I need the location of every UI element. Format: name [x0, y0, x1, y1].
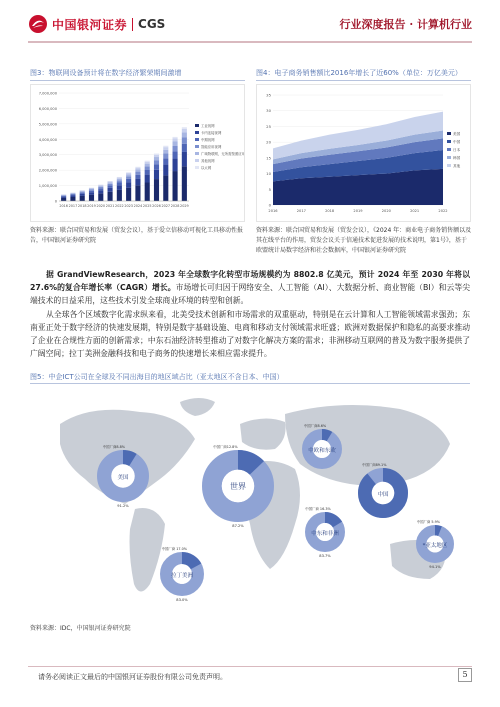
fig3-bar-segment	[173, 159, 178, 171]
fig3-bar-segment	[154, 179, 159, 201]
fig3-bar-segment	[70, 194, 75, 195]
fig5-map	[30, 384, 470, 618]
fig4-svg	[257, 85, 470, 221]
fig3-legend-label: 中期视网	[201, 138, 215, 142]
fig3-bar-segment	[135, 185, 140, 201]
fig5-donut-share-label: 中国厂商 5.9%	[416, 520, 440, 524]
fig3-legend-label: 智能应用视网	[201, 145, 222, 149]
fig4-source: 资料来源：联合国贸易和发展（贸发会议），《2024 年：商业电子商务销售额以及其在线平台的作用，贸发会议关于信通技术促进发展的技术说明，第1号》，基于欧盟统计局数字经济和社会数据库，中国银河证券研究院	[256, 227, 472, 254]
company-logo	[28, 14, 165, 34]
fig3-bar-segment	[61, 198, 66, 201]
fig3-source: 资料来源：联合国贸易和发展（贸发会议），基于爱立信移动可视化工具移动性报告，中国银河证券研究院	[30, 227, 244, 244]
fig3-y-tick-label: 2,000,000	[38, 168, 57, 173]
fig3-x-tick-label: 2018	[77, 204, 87, 208]
fig4-legend-swatch	[447, 132, 451, 135]
fig4-x-tick-label: 2021	[410, 209, 420, 213]
fig3-bar-segment	[163, 146, 168, 147]
fig4-x-tick-label: 2022	[438, 209, 448, 213]
fig3-bar-segment	[117, 179, 122, 181]
fig3-bar-segment	[135, 172, 140, 175]
fig5-donut-label: 拉丁美洲	[170, 573, 194, 579]
fig3-bar-segment	[163, 150, 168, 154]
fig5-landmass	[130, 508, 166, 592]
fig5-donut-rest-label: 87.2%	[232, 524, 244, 528]
fig5-landmass	[180, 398, 215, 416]
fig3-bar-segment	[108, 181, 113, 182]
fig3-bar-segment	[117, 177, 122, 178]
fig3-bar-segment	[117, 185, 122, 190]
fig3-legend-swatch	[195, 138, 199, 141]
fig3-bar-segment	[126, 172, 131, 173]
fig3-bar-segment	[182, 137, 187, 144]
fig4-x-tick-label: 2020	[381, 209, 391, 213]
logo-text: 中国银河证券	[52, 17, 128, 32]
fig4-legend-swatch	[447, 140, 451, 143]
fig5-donut-label: 中东和非洲	[311, 531, 339, 537]
fig5-donut-rest-label: 91.2%	[117, 504, 129, 508]
fig3-bar-segment	[108, 186, 113, 188]
fig4-y-tick-label: 15	[266, 155, 271, 161]
fig3-bar-segment	[154, 154, 159, 155]
fig3-x-tick-label: 2029	[180, 204, 189, 208]
fig3-legend-label: 工业视网	[201, 124, 215, 128]
fig3-bar-segment	[182, 127, 187, 129]
fig3-bar-segment	[98, 186, 103, 187]
fig3-bar-segment	[89, 192, 94, 194]
fig5-donut-share-label: 中国厂商8.6%	[303, 424, 327, 428]
fig3-bar-segment	[173, 151, 178, 158]
fig3-bar-segment	[70, 195, 75, 197]
header-divider	[28, 41, 472, 43]
fig4-legend-swatch	[447, 164, 451, 167]
fig3-bar-segment	[98, 193, 103, 201]
fig5-donut-share-label: 中国厂商8.8%	[102, 445, 125, 449]
fig4-legend-swatch	[447, 156, 451, 159]
fig3-bar-segment	[80, 196, 85, 201]
fig3-chart	[30, 84, 245, 222]
fig4-legend-label: 韩国	[453, 156, 461, 160]
fig3-bar-segment	[80, 192, 85, 193]
fig5-donut-label: 中国	[377, 492, 389, 498]
fig3-svg	[31, 85, 244, 221]
fig3-bar-segment	[98, 185, 103, 186]
fig4-chart	[256, 84, 471, 222]
fig3-y-tick-label: 0	[54, 199, 57, 204]
fig4-y-tick-label: 0	[268, 202, 271, 208]
fig3-bar-segment	[89, 191, 94, 193]
fig4-y-tick-label: 20	[266, 139, 271, 145]
fig4-legend-label: 美国	[453, 132, 461, 136]
fig3-y-tick-label: 1,000,000	[38, 184, 57, 189]
fig3-bar-segment	[108, 184, 113, 186]
fig3-bar-segment	[117, 178, 122, 179]
fig5-donut-rest-label: 94.1%	[429, 565, 441, 569]
fig3-bar-segment	[173, 138, 178, 141]
fig5-title: 图5：中企ICT公司在全球及不同出海目的地区域占比（亚太地区不含日本、中国）	[30, 373, 284, 381]
fig3-bar-segment	[117, 182, 122, 185]
fig3-y-tick-label: 4,000,000	[38, 137, 57, 142]
fig4-legend-label: 日本	[453, 148, 461, 152]
fig5-donut-share-label: 中国厂商 16.3%	[305, 507, 331, 511]
fig3-bar-segment	[126, 174, 131, 176]
fig3-bar-segment	[89, 189, 94, 190]
fig3-bar-segment	[154, 170, 159, 179]
fig4-title-underline	[256, 80, 471, 81]
fig3-bar-segment	[89, 189, 94, 190]
fig3-legend-label: 广域物联网，无所需按照应用	[201, 152, 244, 156]
fig4-x-tick-label: 2016	[268, 209, 278, 213]
fig3-bar-segment	[89, 188, 94, 189]
fig4-x-tick-label: 2017	[296, 209, 306, 213]
fig3-bar-segment	[145, 175, 150, 183]
fig3-bar-segment	[145, 164, 150, 167]
fig3-x-tick-label: 2021	[105, 204, 115, 208]
fig4-legend-label: 中国	[453, 140, 461, 144]
fig3-x-tick-label: 2028	[170, 204, 180, 208]
fig3-bar-segment	[117, 190, 122, 201]
paragraph-regional-demand: 从全球各个区域数字化需求纵来看，北美受技术创新和市场需求的双重驱动，特别是在云计算和人工智能领域需求强劲；东南亚正处于数字经济的快速发展期，特别是数字基础设施、电商和移动支付领域需求旺盛；欧洲对数据保护和隐私的高要求推动了企业在合规性方面的创新需求；中东石油经济转型推动了对数字化解决方案的需求；非洲移动互联网的普及为数字服务提供了广阔空间；拉丁美洲金融科技和电子商务的快速增长来相应需求提升。	[30, 310, 470, 358]
fig3-legend-swatch	[195, 145, 199, 148]
page-number: 5	[458, 668, 472, 682]
fig3-bar-segment	[126, 176, 131, 179]
fig3-bar-segment	[126, 179, 131, 182]
fig3-bar-segment	[135, 168, 140, 170]
fig3-legend-swatch	[195, 152, 199, 155]
fig5-donut-share-label: 中国厂商 17.0%	[161, 547, 188, 551]
fig3-bar-segment	[70, 197, 75, 201]
paragraph-rest: 市场增长可归因于网络安全、人工智能（AI）、大数据分析、商业智能（BI）和云等尖端技术的日益采用，这些技术引发全球商业环境的转型和创新。	[30, 283, 470, 305]
fig3-bar-segment	[154, 155, 159, 157]
fig3-bar-segment	[145, 182, 150, 201]
fig3-bar-segment	[70, 193, 75, 194]
fig3-bar-segment	[145, 166, 150, 170]
fig3-x-tick-label: 2026	[152, 204, 161, 208]
fig5-donut-rest-label: 83.0%	[176, 598, 188, 602]
fig4-x-tick-label: 2018	[325, 209, 335, 213]
fig5-donut-share-label: 中国厂商89.1%	[362, 463, 387, 467]
fig3-bar-segment	[126, 188, 131, 201]
fig3-x-tick-label: 2023	[124, 204, 133, 208]
fig3-bar-segment	[61, 195, 66, 196]
fig4-y-tick-label: 35	[266, 92, 271, 98]
fig3-bar-segment	[173, 141, 178, 145]
fig3-bar-segment	[182, 144, 187, 152]
footer-disclaimer: 请务必阅读正文最后的中国银河证券股份有限公司免责声明。	[38, 673, 227, 681]
fig4-legend-label: 其他	[453, 164, 461, 168]
fig5-donut-rest-label: 83.7%	[319, 554, 331, 558]
fig3-bar-segment	[145, 162, 150, 164]
fig3-y-tick-label: 5,000,000	[38, 122, 57, 127]
fig5-donut-share-label: 中国厂商12.8%	[213, 445, 238, 449]
fig3-bar-segment	[154, 160, 159, 164]
fig3-bar-segment	[108, 188, 113, 192]
fig3-bar-segment	[126, 173, 131, 174]
fig3-legend-swatch	[195, 159, 199, 162]
fig3-bar-segment	[108, 182, 113, 183]
paragraph-lead: 据 GrandViewResearch，2023 年全球数字化转型市场规模约为 8802.8 亿美元，预计 2024 年至 2030 年将以 27.6%的复合年增长率（CAGR）增长。	[30, 270, 470, 292]
fig3-bar-segment	[182, 132, 187, 137]
fig5-donut-label: 中欧和东欧	[308, 448, 336, 454]
fig3-bar-segment	[70, 194, 75, 195]
fig3-legend-swatch	[195, 131, 199, 134]
fig4-y-tick-label: 25	[266, 123, 271, 129]
fig3-bar-segment	[135, 179, 140, 186]
galaxy-logo-icon	[28, 14, 48, 34]
fig3-bar-segment	[173, 146, 178, 152]
fig3-x-tick-label: 2025	[142, 204, 152, 208]
fig3-legend-label: 其他视网	[201, 159, 215, 163]
fig3-bar-segment	[182, 129, 187, 132]
fig3-bar-segment	[135, 175, 140, 179]
fig3-bar-segment	[182, 166, 187, 201]
fig4-title: 图4：电子商务销售额比2016年增长了近60%（单位：万亿美元）	[256, 69, 462, 77]
fig3-x-tick-label: 2017	[68, 204, 78, 208]
fig3-bar-segment	[163, 153, 168, 158]
fig3-bar-segment	[98, 188, 103, 190]
fig3-bar-segment	[80, 191, 85, 192]
fig3-legend-label: 以太网	[201, 166, 212, 170]
fig3-bar-segment	[117, 180, 122, 182]
fig3-x-tick-label: 2020	[96, 204, 106, 208]
fig5-landmass	[240, 418, 286, 449]
logo-separator	[132, 18, 133, 31]
fig4-y-tick-label: 30	[266, 108, 271, 114]
fig3-bar-segment	[135, 169, 140, 171]
fig3-x-tick-label: 2022	[115, 204, 124, 208]
fig3-bar-segment	[98, 187, 103, 188]
fig3-y-tick-label: 3,000,000	[38, 153, 57, 158]
fig5-source: 资料来源：IDC，中国银河证券研究院	[30, 625, 131, 632]
fig3-title-underline	[30, 80, 245, 81]
fig4-legend-swatch	[447, 148, 451, 151]
fig3-x-tick-label: 2019	[87, 204, 96, 208]
fig3-bar-segment	[163, 175, 168, 201]
fig3-bar-segment	[80, 190, 85, 191]
fig3-bar-segment	[80, 194, 85, 196]
fig3-bar-segment	[145, 161, 150, 162]
fig3-x-tick-label: 2016	[59, 204, 68, 208]
fig5-donut-label: 世界	[230, 482, 246, 491]
fig3-bar-segment	[135, 167, 140, 168]
fig3-bar-segment	[80, 193, 85, 194]
fig3-bar-segment	[173, 171, 178, 201]
fig3-bar-segment	[126, 182, 131, 188]
fig4-y-tick-label: 5	[268, 186, 271, 192]
fig3-bar-segment	[163, 158, 168, 164]
fig4-x-tick-label: 2019	[353, 209, 363, 213]
fig3-title: 图3：物联网设备预计将在数字经济繁荣期间激增	[30, 69, 182, 77]
fig5-donut-label: *亚太地区	[422, 543, 448, 549]
fig4-y-tick-label: 10	[266, 171, 271, 177]
fig3-bar-segment	[61, 197, 66, 198]
fig5-donut-label: 美国	[117, 475, 129, 481]
footer-divider	[28, 666, 472, 667]
fig3-legend-swatch	[195, 166, 199, 169]
fig3-y-tick-label: 6,000,000	[38, 106, 57, 111]
fig3-bar-segment	[173, 137, 178, 139]
fig5-svg	[30, 384, 470, 618]
fig3-y-tick-label: 7,000,000	[38, 91, 57, 96]
paragraph-market-size	[30, 268, 470, 307]
logo-cgs: CGS	[138, 17, 166, 31]
fig3-legend-swatch	[195, 124, 199, 127]
report-tag: 行业深度报告 · 计算机行业	[339, 18, 472, 31]
fig3-bar-segment	[108, 192, 113, 201]
fig3-bar-segment	[145, 170, 150, 175]
fig3-bar-segment	[154, 164, 159, 169]
fig3-bar-segment	[163, 147, 168, 150]
page-header	[0, 0, 500, 52]
fig3-bar-segment	[61, 196, 66, 197]
fig3-bar-segment	[89, 195, 94, 201]
fig3-bar-segment	[154, 157, 159, 160]
fig3-bar-segment	[163, 165, 168, 176]
fig3-x-tick-label: 2027	[161, 204, 171, 208]
fig3-legend-label: 卡内连接视网	[201, 131, 222, 135]
fig3-bar-segment	[182, 152, 187, 166]
fig3-bar-segment	[98, 190, 103, 193]
fig3-x-tick-label: 2024	[133, 204, 143, 208]
